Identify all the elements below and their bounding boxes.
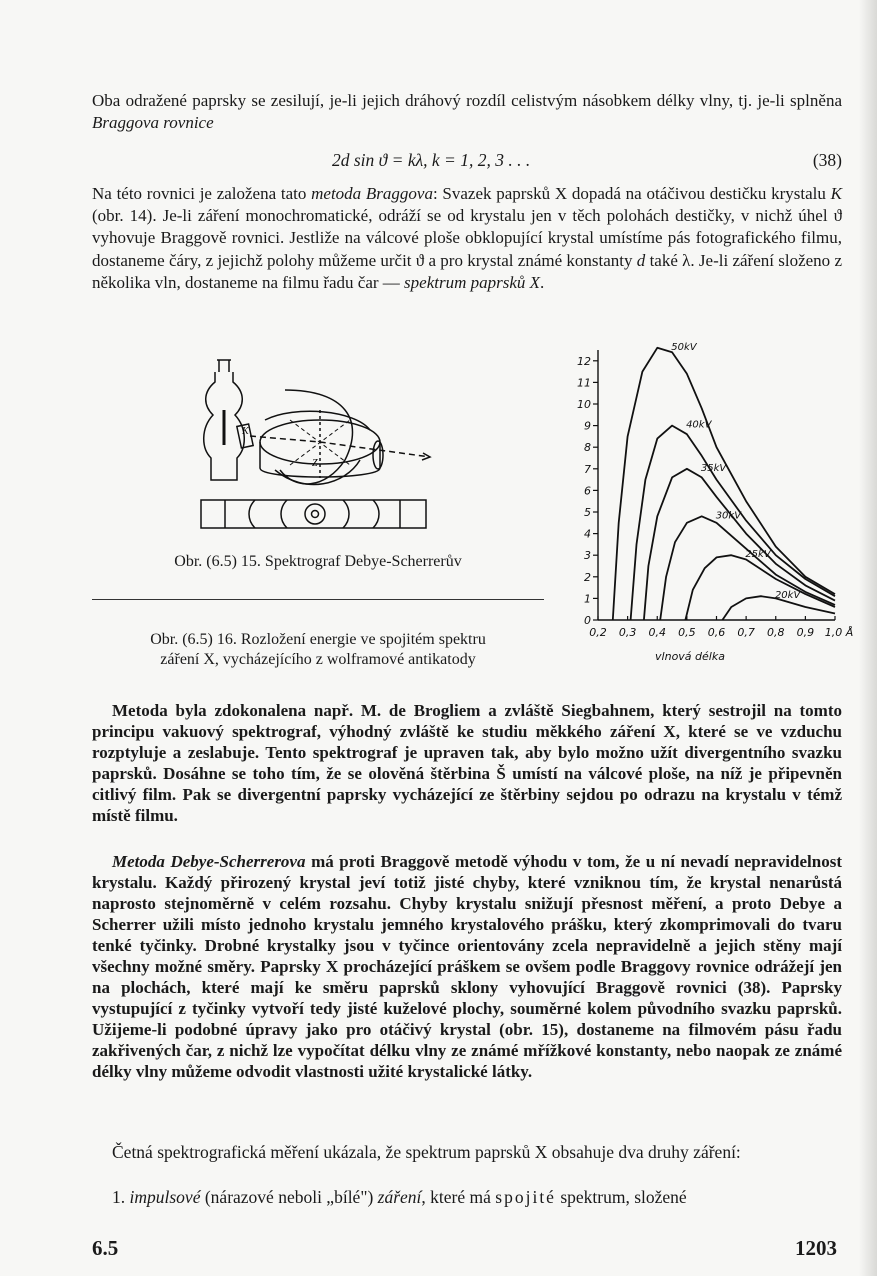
y-tick-label: 12 bbox=[577, 354, 591, 368]
y-tick-label: 3 bbox=[584, 549, 591, 563]
x-tick-label: 0,7 bbox=[737, 626, 755, 639]
x-tick-label: 0,2 bbox=[589, 626, 607, 639]
series-line-50kV bbox=[613, 348, 835, 620]
figure16-caption-line1: Obr. (6.5) 16. Rozložení energie ve spojitém spektru bbox=[150, 631, 486, 648]
x-tick-label: 0,9 bbox=[796, 626, 815, 639]
figure16-caption-line2: záření X, vycházejícího z wolframové antikatody bbox=[160, 651, 476, 668]
series-label-20kV: 20kV bbox=[774, 590, 801, 602]
x-tick-label: 0,6 bbox=[707, 626, 726, 639]
y-tick-label: 6 bbox=[584, 484, 591, 498]
equation-number: (38) bbox=[812, 150, 842, 170]
y-tick-label: 7 bbox=[584, 462, 591, 476]
x-tick-label: 1,0 Å bbox=[824, 626, 854, 639]
figure16-caption bbox=[92, 630, 544, 670]
caption-divider bbox=[92, 599, 544, 600]
y-tick-label: 4 bbox=[584, 527, 591, 541]
equation-expression: 2d sin ϑ = kλ, k = 1, 2, 3 . . . bbox=[332, 150, 531, 170]
bragg-equation bbox=[92, 150, 842, 172]
y-tick-label: 2 bbox=[584, 570, 591, 584]
x-tick-label: 0,3 bbox=[618, 626, 637, 639]
y-tick-label: 1 bbox=[584, 592, 591, 606]
page-number: 1203 bbox=[795, 1236, 837, 1260]
energy-spectrum-chart bbox=[570, 340, 854, 675]
scan-edge-shadow bbox=[859, 0, 877, 1276]
y-tick-label: 9 bbox=[584, 419, 591, 433]
series-label-35kV: 35kV bbox=[700, 462, 727, 474]
figure15-caption: Obr. (6.5) 15. Spektrograf Debye-Scherrerův bbox=[174, 553, 462, 570]
bragg-equation-term: Braggova rovnice bbox=[92, 113, 214, 133]
section-number: 6.5 bbox=[92, 1236, 119, 1260]
series-label-40kV: 40kV bbox=[686, 419, 712, 431]
y-tick-label: 0 bbox=[584, 614, 591, 627]
series-label-30kV: 30kV bbox=[715, 510, 742, 522]
axis-label: Z bbox=[312, 458, 318, 469]
y-tick-label: 8 bbox=[584, 441, 591, 455]
series-label-25kV: 25kV bbox=[745, 549, 771, 561]
siegbahn-paragraph: Metoda byla zdokonalena např. M. de Brogliem a zvláště Siegbahnem, který sestrojil na tomto principu vakuový spektrograf, výhodný zvláště ke studiu měkkého záření X, které se ve vzduchu rozptyluje a zeslabuje. Tento spektrograf je upraven tak, aby bylo možno užít divergentního svazku paprsků. Dosáhne se toho tím, že se olověná štěrbina Š umístí na válcové ploše, na níž je připevněn citlivý film. Pak se divergentní paprsky vycházející ze štěrbiny sejdou po odrazu na krystalu v témž místě filmu. bbox=[92, 701, 842, 825]
series-line-25kV bbox=[685, 555, 835, 620]
series-line-30kV bbox=[660, 516, 835, 620]
series-label-50kV: 50kV bbox=[671, 341, 697, 353]
spectra-paragraph: Četná spektrografická měření ukázala, že spektrum paprsků X obsahuje dva druhy záření: bbox=[112, 1142, 741, 1162]
y-tick-label: 11 bbox=[577, 376, 591, 390]
intro-paragraph: Oba odražené paprsky se zesilují, je-li jejich dráhový rozdíl celistvým násobkem délky vlny, tj. je-li splněna Braggova rovnice bbox=[92, 91, 842, 133]
crystal-label: K bbox=[242, 426, 249, 437]
x-axis-label: vlnová délka bbox=[655, 650, 725, 663]
y-tick-label: 10 bbox=[577, 398, 591, 411]
series-line-35kV bbox=[644, 469, 835, 620]
debye-scherrer-term: Metoda Debye-Scherrerova bbox=[112, 852, 306, 871]
list-item-impulse: 1. impulsové (nárazové neboli „bílé") záření, které má spojité spektrum, složené bbox=[112, 1187, 687, 1207]
debye-scherrer-paragraph: Metoda Debye-Scherrerova má proti Braggově metodě výhodu v tom, že u ní nevadí nepravidelnost krystalu. Každý přirozený krystal jeví totiž jisté chyby, které vzniknou tím, že krystal nenarůstá naprosto stejnoměrně v celém rozsahu. Chyby krystalu snižují přesnost měření, a proto Debye a Scherrer užili místo jednoho krystalu jemného krystalového prášku, který zkomprimovali do tvaru tenké tyčinky. Drobné krystalky jsou v tyčince orientovány zcela nepravidelně a jejich stěny mají všechny možné směry. Paprsky X procházející práškem se ovšem podle Braggovy rovnice odrážejí jen na plochách, které mají ke směru paprsků sklony vyhovující Braggově rovnici (38). Paprsky vystupující z tyčinky vytvoří tedy jisté kuželové plochy, souměrné kolem původního svazku paprsků. Užijeme-li podobné úpravy jako pro otáčivý krystal (obr. 15), dostaneme na filmovém pásu řadu zakřivených čar, z nichž lze vypočítat délku vlny ze známé mřížkové konstanty, nebo naopak ze známé délky vlny můžeme odvodit vlastnosti užité krystalické látky. bbox=[92, 852, 842, 1081]
bragg-method-paragraph: Na této rovnici je založena tato metoda Braggova: Svazek paprsků X dopadá na otáčivou destičku krystalu K (obr. 14). Je-li záření monochromatické, odráží se od krystalu jen v těch polohách destičky, v nichž úhel ϑ vyhovuje Braggově rovnici. Jestliže na válcové ploše obklopující krystal umístíme pás fotografického filmu, dostaneme čáry, z jejichž polohy můžeme určit ϑ a pro krystal známé konstanty d také λ. Je-li záření složeno z několika vln, dostaneme na filmu řadu čar — spektrum paprsků X. bbox=[92, 184, 842, 292]
y-tick-label: 5 bbox=[584, 506, 591, 519]
spectrograph-figure bbox=[195, 350, 440, 540]
x-tick-label: 0,5 bbox=[678, 626, 696, 639]
x-tick-label: 0,8 bbox=[767, 626, 785, 639]
x-tick-label: 0,4 bbox=[648, 626, 666, 639]
